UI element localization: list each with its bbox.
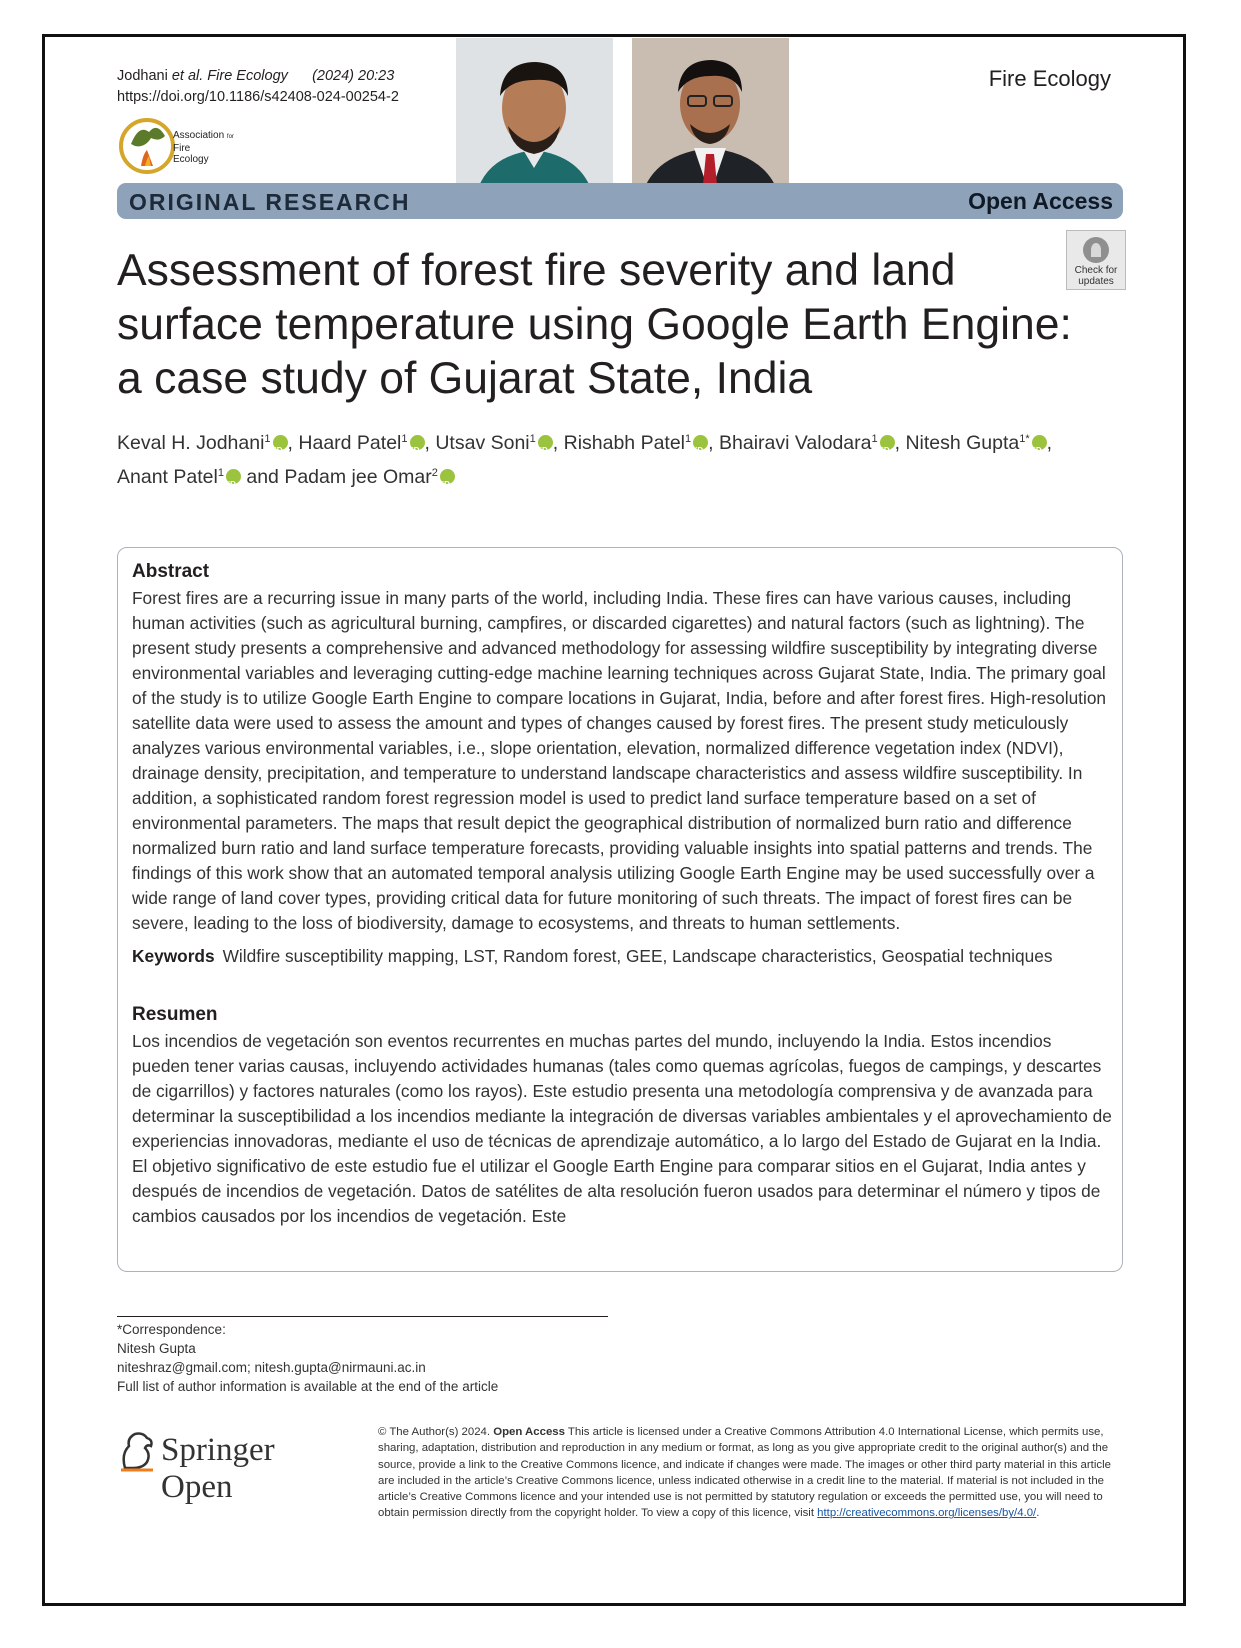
- author-portrait-icon: [456, 38, 613, 195]
- doi-link[interactable]: https://doi.org/10.1186/s42408-024-00254-2: [117, 89, 399, 105]
- author[interactable]: Padam jee Omar$^2$iD: [284, 466, 455, 488]
- logo-text: Association for Fire Ecology: [173, 130, 234, 165]
- resumen-text: Los incendios de vegetación son eventos recurrentes en muchas partes del mundo, incluyendo la India. Estos incendios pueden tener varias causas, incluyendo actividades humanas (tales como quemas agrícolas, fuegos de campings, y descartes de cigarrillos) y factores naturales (como los rayos). Este estudio presenta una metodología comprensiva y de avanzada para determinar la susceptibilidad a los incendios mediante la integración de diversas variables ambientales y el aprovechamiento de experiencias innovadoras, mediante el uso de técnicas de aprendizaje automático, a lo largo del Estado de Gujarat en la India. El objetivo significativo de este estudio fue el utilizar el Google Earth Engine para comparar sitios en el Gujarat, India antes y después de incendios de vegetación. Datos de satélites de alta resolución fueron usados para determinar el número y tipos de cambios causados por los incendios de vegetación. Este: [132, 1031, 1112, 1226]
- license-text: © The Author(s) 2024. Open Access This article is licensed under a Creative Commons Attribution 4.0 International License, which permits use, sharing, adaptation, distribution and reproduction in any medium or format, as long as you give appropriate credit to the original author(s) and the source, provide a link to the Creative Commons licence, and indicate if changes were made. The images or other third party material in this article are included in the article’s Creative Commons licence, unless indicated otherwise in a credit line to the material. If material is not included in the article’s Creative Commons licence and your intended use is not permitted by statutory regulation or exceeds the permitted use, you will need to obtain permission directly from the copyright holder. To view a copy of this licence, visit http://creativecommons.org/licenses/by/4.0/.: [378, 1426, 1111, 1520]
- author-list: Keval H. Jodhani$^1$iD , Haard Patel$^1$iD , Utsav Soni$^1$iD , Rishabh Patel$^1$iD , Bhairavi Valodara$^1$iD , Nitesh Gupta$^{1*}$iD , Anant Patel$^1$iD and Padam jee Omar$^2$iD: [117, 424, 1127, 492]
- author[interactable]: Rishabh Patel$^1$iD: [564, 432, 709, 454]
- open-access-label: Open Access: [968, 188, 1113, 214]
- orcid-icon[interactable]: [410, 435, 425, 450]
- author-photo-1: [456, 38, 613, 195]
- author[interactable]: Utsav Soni$^1$iD: [435, 432, 552, 454]
- citation-block: Jodhani et al. Fire Ecology (2024) 20:23 https://doi.org/10.1186/s42408-024-00254-2: [117, 66, 399, 108]
- author-portrait-icon: [632, 38, 789, 195]
- association-logo: [117, 114, 257, 176]
- springer-open-logo: Springer Open: [117, 1428, 347, 1478]
- fire-ecology-logo-icon: [117, 114, 177, 176]
- article-title: Assessment of forest fire severity and land surface temperature using Google Earth Engine: a case study of Gujarat State, India: [117, 246, 1072, 403]
- check-for-updates-button[interactable]: Check for updates: [1066, 230, 1126, 290]
- article-type-banner: [117, 183, 1123, 219]
- author[interactable]: Anant Patel$^1$iD: [117, 466, 241, 488]
- abstract-text: Forest fires are a recurring issue in many parts of the world, including India. These fires can have various causes, including human activities (such as agricultural burning, campfires, or discarded cigarettes) and natural factors (such as lightning). The present study presents a comprehensive and advanced methodology for assessing wildfire susceptibility by integrating diverse environmental variables and leveraging cutting-edge machine learning techniques across Gujarat State, India. The primary goal of the study is to utilize Google Earth Engine to compare locations in Gujarat, India, before and after forest fires. High-resolution satellite data were used to assess the amount and types of changes caused by forest fires. The present study meticulously analyzes various environmental variables, i.e., slope orientation, elevation, normalized difference vegetation index (NDVI), drainage density, precipitation, and temperature to understand landscape characteristics and assess wildfire susceptibility. In addition, a sophisticated random forest regression model is used to predict land surface temperature based on a set of environmental parameters. The maps that result depict the geographical distribution of normalized burn ratio and difference normalized burn ratio and land surface temperature forecasts, providing valuable insights into spatial patterns and trends. The findings of this work show that an automated temporal analysis utilizing Google Earth Engine may be used successfully over a wide range of land cover types, providing critical data for future monitoring of such threats. The impact of forest fires can be severe, leading to the loss of biodiversity, damage to ecosystems, and threats to human settlements.: [132, 588, 1107, 933]
- journal-name: Fire Ecology: [988, 66, 1111, 91]
- springer-horse-icon: [117, 1428, 157, 1472]
- abstract-heading: Abstract: [132, 561, 210, 582]
- article-type-label: ORIGINAL RESEARCH: [129, 189, 411, 215]
- orcid-icon[interactable]: [273, 435, 288, 450]
- abstract-box: [117, 547, 1123, 1272]
- author[interactable]: Bhairavi Valodara$^1$iD: [719, 432, 895, 454]
- orcid-icon[interactable]: [1032, 435, 1047, 450]
- orcid-icon[interactable]: [538, 435, 553, 450]
- orcid-icon[interactable]: [880, 435, 895, 450]
- license-link[interactable]: http://creativecommons.org/licenses/by/4.0/: [817, 1507, 1037, 1520]
- correspondence-block: *Correspondence: Nitesh Gupta niteshraz@gmail.com; nitesh.gupta@nirmauni.ac.in Full list of author information is available at the end of the article: [117, 1322, 499, 1394]
- author-photo-2: [632, 38, 789, 195]
- resumen-heading: Resumen: [132, 1004, 218, 1025]
- keywords: Keywords Wildfire susceptibility mapping, LST, Random forest, GEE, Landscape characteristics, Geospatial techniques: [132, 946, 1053, 966]
- orcid-icon[interactable]: [440, 469, 455, 484]
- author[interactable]: Nitesh Gupta$^{1*}$iD: [905, 432, 1046, 454]
- author[interactable]: Haard Patel$^1$iD: [298, 432, 424, 454]
- orcid-icon[interactable]: [226, 469, 241, 484]
- orcid-icon[interactable]: [693, 435, 708, 450]
- footnote-divider: [117, 1316, 608, 1317]
- correspondence-emails[interactable]: niteshraz@gmail.com; nitesh.gupta@nirmauni.ac.in: [117, 1360, 426, 1375]
- author[interactable]: Keval H. Jodhani$^1$iD: [117, 432, 288, 454]
